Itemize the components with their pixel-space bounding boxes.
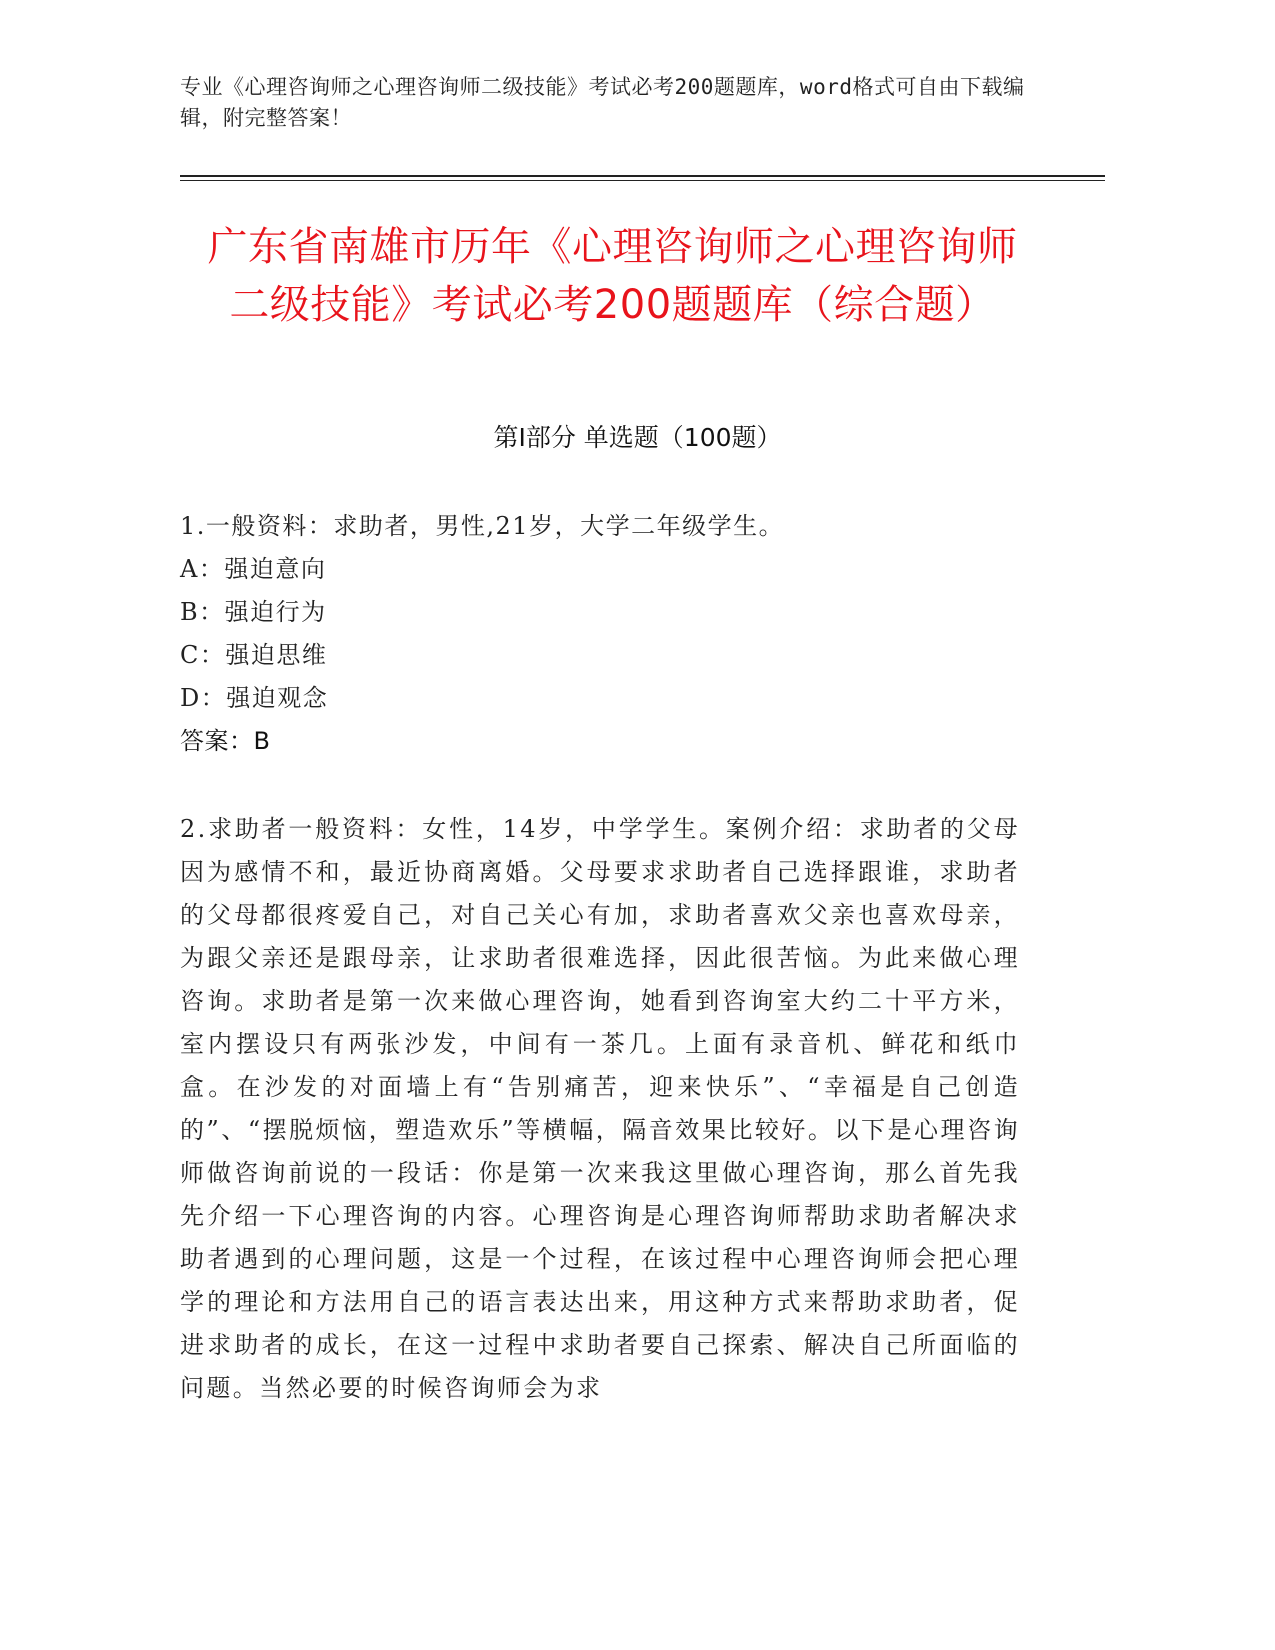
option-d: D：强迫观念 xyxy=(180,684,329,712)
option-b: B：强迫行为 xyxy=(180,598,327,626)
question-stem: 1.一般资料：求助者，男性,21岁，大学二年级学生。 xyxy=(180,512,785,540)
option-a: A：强迫意向 xyxy=(180,555,327,583)
header-divider-thin xyxy=(180,180,1105,181)
option-c: C：强迫思维 xyxy=(180,641,328,669)
header-note: 专业《心理咨询师之心理咨询师二级技能》考试必考200题题库，word格式可自由下载编辑，附完整答案！ xyxy=(180,75,1025,130)
section-title: 第I部分 单选题（100题） xyxy=(493,423,782,452)
question-1 xyxy=(180,505,1020,763)
answer: 答案：B xyxy=(180,727,271,755)
question-stem: 2.求助者一般资料：女性，14岁，中学学生。案例介绍：求助者的父母因为感情不和，最近协商离婚。父母要求求助者自己选择跟谁，求助者的父母都很疼爱自己，对自己关心有加，求助者喜欢父亲也喜欢母亲，为跟父亲还是跟母亲，让求助者很难选择，因此很苦恼。为此来做心理咨询。求助者是第一次来做心理咨询，她看到咨询室大约二十平方米，室内摆设只有两张沙发，中间有一茶几。上面有录音机、鲜花和纸巾盒。在沙发的对面墙上有“告别痛苦，迎来快乐”、“幸福是自己创造的”、“摆脱烦恼，塑造欢乐”等横幅，隔音效果比较好。以下是心理咨询师做咨询前说的一段话：你是第一次来我这里做心理咨询，那么首先我先介绍一下心理咨询的内容。心理咨询是心理咨询师帮助求助者解决求助者遇到的心理问题，这是一个过程，在该过程中心理咨询师会把心理学的理论和方法用自己的语言表达出来，用这种方式来帮助求助者，促进求助者的成长，在这一过程中求助者要自己探索、解决自己所面临的问题。当然必要的时候咨询师会为求 xyxy=(180,815,1020,1402)
document-title: 广东省南雄市历年《心理咨询师之心理咨询师二级技能》考试必考200题题库（综合题） xyxy=(207,224,1018,328)
question-2 xyxy=(180,808,1020,1410)
header-divider-thick xyxy=(180,175,1105,177)
